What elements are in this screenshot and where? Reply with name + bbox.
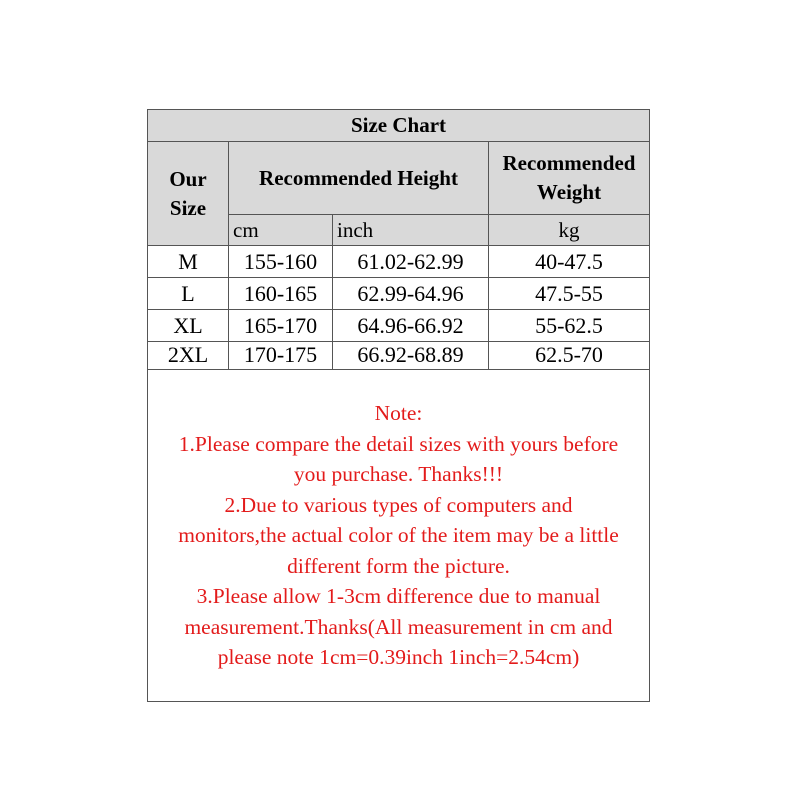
our-size-header-line1: Our (169, 166, 207, 191)
height-inch-cell: 64.96-66.92 (333, 310, 489, 341)
note-section (148, 369, 649, 701)
recommended-weight-header (489, 142, 649, 215)
note-line: 1.Please compare the detail sizes with yours before (178, 431, 619, 456)
note-line: you purchase. Thanks!!! (293, 462, 504, 487)
size-cell: XL (148, 310, 229, 341)
recommended-height-header: Recommended Height (229, 142, 489, 215)
unit-kg: kg (489, 215, 649, 245)
note-line: please note 1cm=0.39inch 1inch=2.54cm) (217, 645, 580, 670)
chart-title: Size Chart (148, 110, 649, 142)
height-cm-cell: 170-175 (229, 341, 333, 369)
note-line: monitors,the actual color of the item may be a little (178, 523, 619, 548)
note-line: 2.Due to various types of computers and (224, 492, 573, 517)
weight-kg-cell: 40-47.5 (535, 248, 603, 274)
our-size-header-line2: Size (169, 195, 207, 220)
size-chart (147, 109, 650, 702)
weight-kg-cell: 55-62.5 (535, 312, 603, 338)
unit-cm: cm (229, 215, 333, 245)
height-inch-cell: 61.02-62.99 (333, 246, 489, 277)
weight-kg-cell: 47.5-55 (535, 280, 603, 306)
weight-kg-cell: 62.5-70 (535, 342, 603, 367)
note-heading: Note: (374, 401, 423, 426)
recommended-weight-header-line1: Recommended (502, 151, 636, 175)
height-cm-cell: 165-170 (229, 310, 333, 341)
note-line: measurement.Thanks(All measurement in cm and (184, 614, 613, 639)
note-line: different form the picture. (287, 553, 510, 578)
height-inch-cell: 66.92-68.89 (333, 341, 489, 369)
recommended-weight-header-line2: Weight (536, 180, 602, 204)
height-cm-cell: 155-160 (229, 246, 333, 277)
unit-inch: inch (333, 215, 489, 245)
height-inch-cell: 62.99-64.96 (333, 278, 489, 309)
note-line: 3.Please allow 1-3cm difference due to manual (196, 584, 601, 609)
size-cell: M (148, 246, 229, 277)
size-cell: L (148, 278, 229, 309)
size-cell: 2XL (148, 341, 229, 369)
our-size-header (148, 142, 229, 245)
height-cm-cell: 160-165 (229, 278, 333, 309)
